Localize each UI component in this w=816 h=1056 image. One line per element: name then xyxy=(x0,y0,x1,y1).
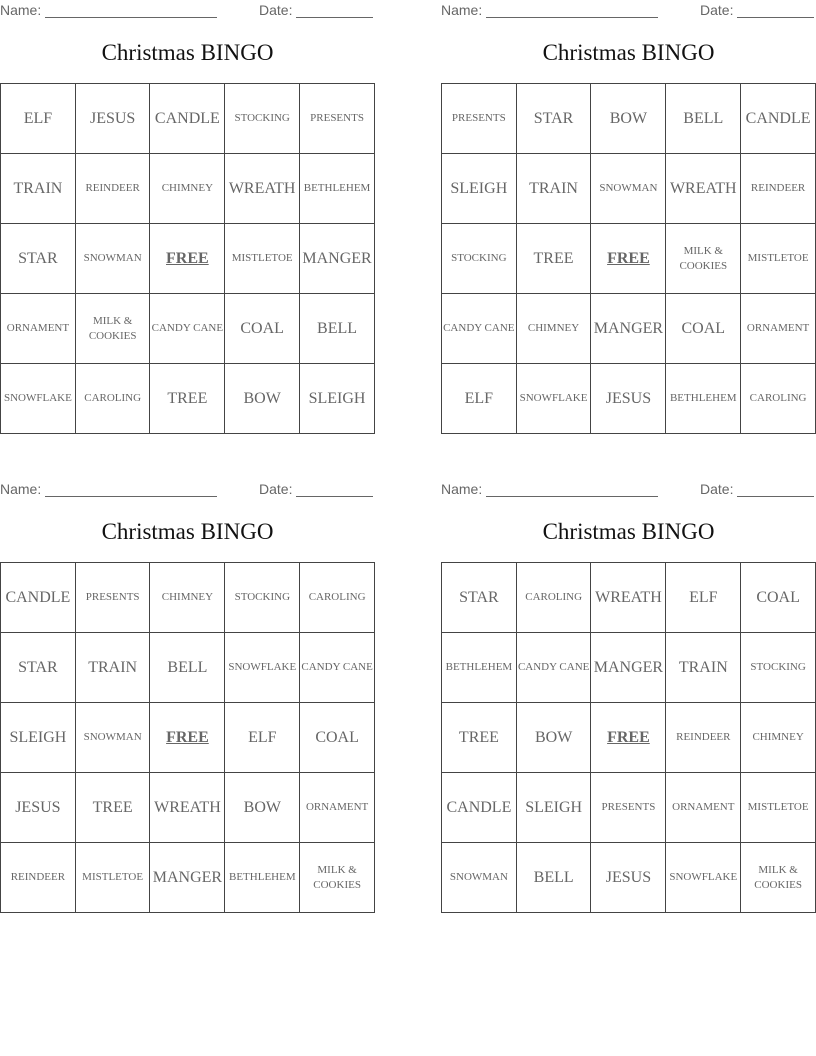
bingo-cell: TRAIN xyxy=(516,154,591,224)
date-label: Date: xyxy=(259,2,293,18)
bingo-cell: SLEIGH xyxy=(1,703,76,773)
bingo-cell: REINDEER xyxy=(1,843,76,913)
bingo-cell: CHIMNEY xyxy=(150,563,225,633)
bingo-cell: ORNAMENT xyxy=(300,773,375,843)
bingo-cell: JESUS xyxy=(591,843,666,913)
bingo-cell: BELL xyxy=(300,294,375,364)
bingo-cell: STOCKING xyxy=(442,224,517,294)
bingo-row xyxy=(442,563,816,633)
bingo-cell: SNOWMAN xyxy=(591,154,666,224)
date-label: Date: xyxy=(700,481,734,497)
bingo-row xyxy=(1,633,375,703)
bingo-cell: WREATH xyxy=(150,773,225,843)
bingo-cell: STAR xyxy=(1,224,76,294)
bingo-cell: SLEIGH xyxy=(516,773,591,843)
bingo-cell: SNOWMAN xyxy=(442,843,517,913)
bingo-grid xyxy=(0,83,375,434)
bingo-cell: MISTLETOE xyxy=(741,224,816,294)
bingo-cell: CANDY CANE xyxy=(516,633,591,703)
free-space: FREE xyxy=(150,224,225,294)
bingo-cell: BELL xyxy=(150,633,225,703)
bingo-cell: CAROLING xyxy=(741,364,816,434)
name-field xyxy=(0,481,217,499)
bingo-cell: SNOWFLAKE xyxy=(516,364,591,434)
bingo-cell: TRAIN xyxy=(75,633,150,703)
bingo-cell: MANGER xyxy=(591,633,666,703)
bingo-grid xyxy=(441,562,816,913)
bingo-cell: CHIMNEY xyxy=(516,294,591,364)
bingo-cell: REINDEER xyxy=(75,154,150,224)
bingo-row xyxy=(442,773,816,843)
bingo-cell: CAROLING xyxy=(75,364,150,434)
date-label: Date: xyxy=(700,2,734,18)
name-label: Name: xyxy=(441,2,483,18)
name-field xyxy=(441,2,658,20)
bingo-grid xyxy=(0,562,375,913)
name-label: Name: xyxy=(441,481,483,497)
bingo-cell: MILK & COOKIES xyxy=(300,843,375,913)
bingo-cell: PRESENTS xyxy=(591,773,666,843)
bingo-cell: CANDY CANE xyxy=(300,633,375,703)
card-title: Christmas BINGO xyxy=(101,519,274,544)
bingo-cell: BETHLEHEM xyxy=(442,633,517,703)
bingo-cell: SNOWFLAKE xyxy=(1,364,76,434)
bingo-cell: TRAIN xyxy=(666,633,741,703)
bingo-row xyxy=(442,84,816,154)
bingo-cell: MANGER xyxy=(300,224,375,294)
bingo-row xyxy=(1,84,375,154)
bingo-cell: CHIMNEY xyxy=(741,703,816,773)
bingo-card xyxy=(441,479,816,915)
bingo-card xyxy=(441,0,816,436)
name-field xyxy=(0,2,217,20)
bingo-cell: CANDLE xyxy=(741,84,816,154)
bingo-cell: CAROLING xyxy=(516,563,591,633)
bingo-cell: MISTLETOE xyxy=(741,773,816,843)
bingo-cell: BELL xyxy=(516,843,591,913)
bingo-cell: STOCKING xyxy=(225,84,300,154)
bingo-row xyxy=(1,154,375,224)
bingo-cell: MILK & COOKIES xyxy=(75,294,150,364)
date-field xyxy=(700,481,814,499)
card-title: Christmas BINGO xyxy=(542,519,715,544)
bingo-row xyxy=(1,294,375,364)
bingo-cell: MISTLETOE xyxy=(225,224,300,294)
name-blank xyxy=(486,3,658,18)
bingo-row xyxy=(1,703,375,773)
bingo-cell: ELF xyxy=(666,563,741,633)
bingo-cell: JESUS xyxy=(75,84,150,154)
bingo-cell: ELF xyxy=(442,364,517,434)
bingo-cell: ORNAMENT xyxy=(741,294,816,364)
name-blank xyxy=(45,3,217,18)
name-label: Name: xyxy=(0,2,42,18)
bingo-cell: SNOWMAN xyxy=(75,703,150,773)
bingo-cell: MILK & COOKIES xyxy=(666,224,741,294)
date-blank xyxy=(737,3,814,18)
bingo-cell: TREE xyxy=(442,703,517,773)
date-field xyxy=(700,2,814,20)
bingo-cell: JESUS xyxy=(1,773,76,843)
bingo-cell: PRESENTS xyxy=(442,84,517,154)
bingo-row xyxy=(1,224,375,294)
bingo-cell: JESUS xyxy=(591,364,666,434)
bingo-row xyxy=(442,843,816,913)
bingo-cell: BETHLEHEM xyxy=(300,154,375,224)
bingo-cell: COAL xyxy=(741,563,816,633)
bingo-cell: COAL xyxy=(225,294,300,364)
bingo-cell: STAR xyxy=(442,563,517,633)
bingo-row xyxy=(442,154,816,224)
bingo-cell: BETHLEHEM xyxy=(225,843,300,913)
bingo-card xyxy=(0,0,375,436)
date-field xyxy=(259,2,373,20)
bingo-row xyxy=(1,364,375,434)
name-blank xyxy=(45,482,217,497)
bingo-row xyxy=(442,364,816,434)
card-title: Christmas BINGO xyxy=(101,40,274,65)
bingo-cell: MISTLETOE xyxy=(75,843,150,913)
name-field xyxy=(441,481,658,499)
bingo-card xyxy=(0,479,375,915)
date-blank xyxy=(737,482,814,497)
bingo-row xyxy=(442,703,816,773)
bingo-cell: PRESENTS xyxy=(75,563,150,633)
bingo-cell: BELL xyxy=(666,84,741,154)
bingo-cell: CANDLE xyxy=(1,563,76,633)
date-field xyxy=(259,481,373,499)
bingo-cell: TREE xyxy=(516,224,591,294)
bingo-cell: WREATH xyxy=(591,563,666,633)
bingo-cell: BOW xyxy=(516,703,591,773)
bingo-cell: BOW xyxy=(225,773,300,843)
name-blank xyxy=(486,482,658,497)
bingo-cell: MANGER xyxy=(150,843,225,913)
free-space: FREE xyxy=(591,703,666,773)
bingo-row xyxy=(442,294,816,364)
bingo-cell: SNOWFLAKE xyxy=(666,843,741,913)
bingo-cell: SNOWFLAKE xyxy=(225,633,300,703)
date-blank xyxy=(296,482,373,497)
bingo-cell: WREATH xyxy=(225,154,300,224)
bingo-cell: CANDY CANE xyxy=(150,294,225,364)
bingo-cell: CANDY CANE xyxy=(442,294,517,364)
bingo-cell: MILK & COOKIES xyxy=(741,843,816,913)
bingo-cell: REINDEER xyxy=(666,703,741,773)
date-blank xyxy=(296,3,373,18)
bingo-cell: BOW xyxy=(225,364,300,434)
bingo-cell: REINDEER xyxy=(741,154,816,224)
bingo-cell: WREATH xyxy=(666,154,741,224)
date-label: Date: xyxy=(259,481,293,497)
bingo-cell: TREE xyxy=(150,364,225,434)
bingo-row xyxy=(1,773,375,843)
name-label: Name: xyxy=(0,481,42,497)
bingo-cell: STAR xyxy=(516,84,591,154)
bingo-cell: PRESENTS xyxy=(300,84,375,154)
bingo-cell: CAROLING xyxy=(300,563,375,633)
bingo-cell: COAL xyxy=(666,294,741,364)
bingo-cell: BOW xyxy=(591,84,666,154)
bingo-cell: SNOWMAN xyxy=(75,224,150,294)
bingo-row xyxy=(442,633,816,703)
bingo-cell: COAL xyxy=(300,703,375,773)
bingo-grid xyxy=(441,83,816,434)
free-space: FREE xyxy=(150,703,225,773)
bingo-row xyxy=(442,224,816,294)
bingo-cell: SLEIGH xyxy=(442,154,517,224)
bingo-cell: STOCKING xyxy=(741,633,816,703)
card-title: Christmas BINGO xyxy=(542,40,715,65)
bingo-cell: ORNAMENT xyxy=(666,773,741,843)
bingo-cell: CHIMNEY xyxy=(150,154,225,224)
bingo-cell: CANDLE xyxy=(442,773,517,843)
bingo-cell: ELF xyxy=(225,703,300,773)
bingo-cell: MANGER xyxy=(591,294,666,364)
bingo-cell: ORNAMENT xyxy=(1,294,76,364)
bingo-row xyxy=(1,563,375,633)
bingo-cell: CANDLE xyxy=(150,84,225,154)
bingo-cell: TREE xyxy=(75,773,150,843)
bingo-cell: BETHLEHEM xyxy=(666,364,741,434)
bingo-cell: SLEIGH xyxy=(300,364,375,434)
bingo-cell: STAR xyxy=(1,633,76,703)
bingo-cell: ELF xyxy=(1,84,76,154)
bingo-cell: STOCKING xyxy=(225,563,300,633)
bingo-cell: TRAIN xyxy=(1,154,76,224)
bingo-row xyxy=(1,843,375,913)
free-space: FREE xyxy=(591,224,666,294)
